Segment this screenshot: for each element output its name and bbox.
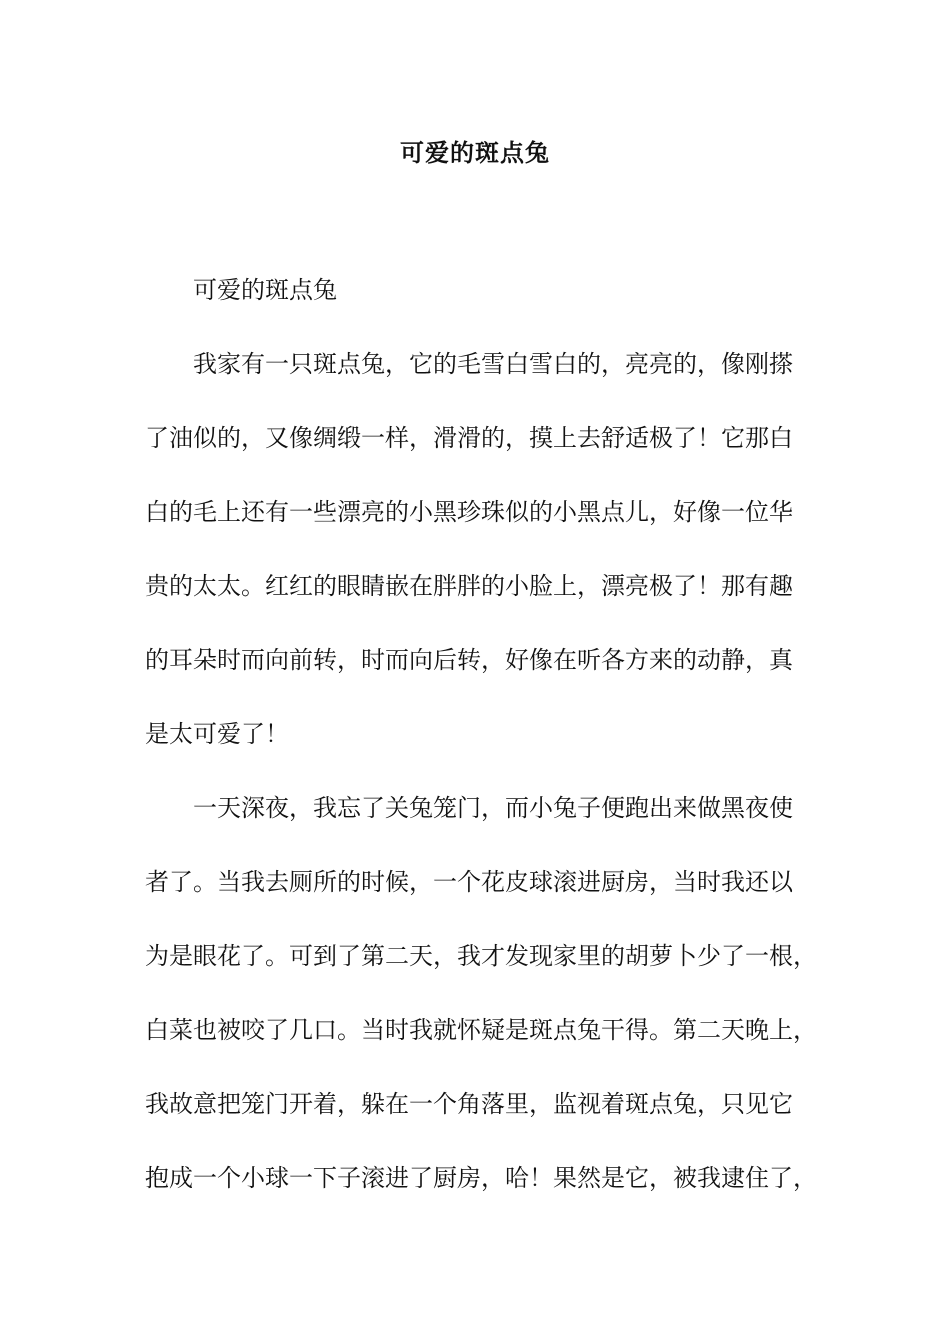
paragraph-1-line-6: 是太可爱了！ — [145, 720, 289, 748]
paragraph-2-line-6: 抱成一个小球一下子滚进了厨房，哈！果然是它，被我逮住了， — [145, 1164, 817, 1192]
paragraph-2-line-1: 一天深夜，我忘了关兔笼门，而小兔子便跑出来做黑夜使 — [193, 794, 793, 822]
document-title: 可爱的斑点兔 — [400, 138, 550, 167]
paragraph-1-line-4: 贵的太太。红红的眼睛嵌在胖胖的小脸上，漂亮极了！那有趣 — [145, 572, 793, 600]
paragraph-1-line-1: 我家有一只斑点兔，它的毛雪白雪白的，亮亮的，像刚搽 — [193, 350, 793, 378]
paragraph-2-line-4: 白菜也被咬了几口。当时我就怀疑是斑点兔干得。第二天晚上， — [145, 1016, 817, 1044]
paragraph-2-line-2: 者了。当我去厕所的时候，一个花皮球滚进厨房，当时我还以 — [145, 868, 793, 896]
paragraph-1-line-3: 白的毛上还有一些漂亮的小黑珍珠似的小黑点儿，好像一位华 — [145, 498, 793, 526]
subtitle-line: 可爱的斑点兔 — [193, 276, 337, 304]
paragraph-1-line-5: 的耳朵时而向前转，时而向后转，好像在听各方来的动静，真 — [145, 646, 793, 674]
paragraph-2-line-5: 我故意把笼门开着，躲在一个角落里，监视着斑点兔，只见它 — [145, 1090, 793, 1118]
paragraph-1-line-2: 了油似的，又像绸缎一样，滑滑的，摸上去舒适极了！它那白 — [145, 424, 793, 452]
paragraph-2-line-3: 为是眼花了。可到了第二天，我才发现家里的胡萝卜少了一根， — [145, 942, 817, 970]
document-body — [145, 253, 825, 1215]
